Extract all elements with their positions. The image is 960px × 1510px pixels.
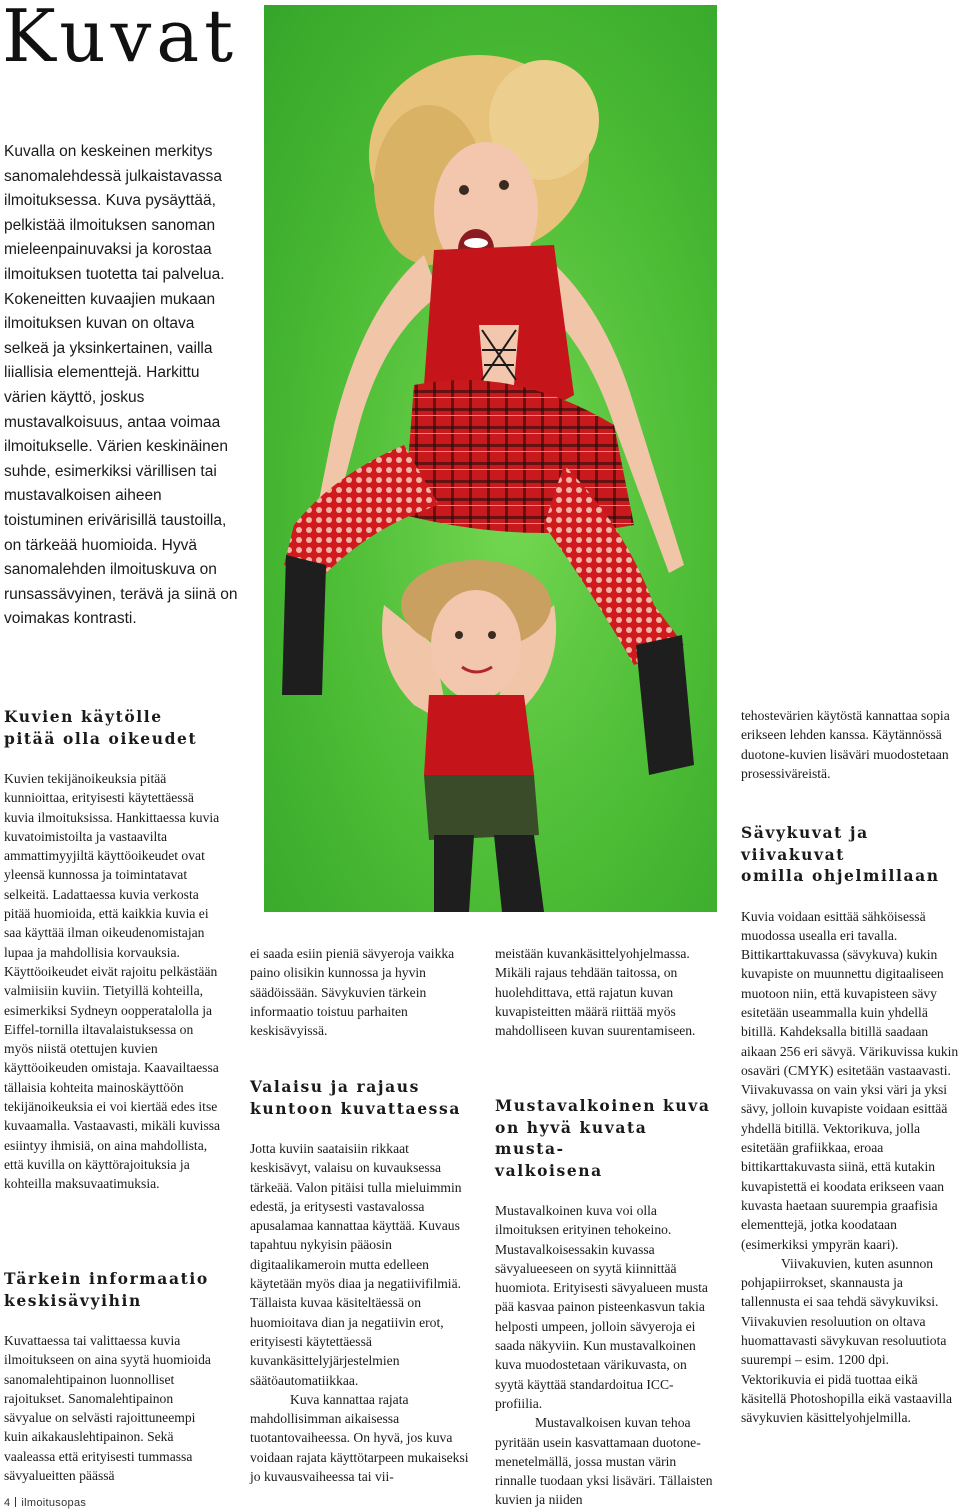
page-footer — [4, 1497, 86, 1509]
section-body: meistään kuvankäsittelyohjelmassa. Mikäli rajaus tehdään taitossa, on huolehdittava, että rajatun kuvan kuvapisteitten määrä riittää myös mahdolliseen kuvan suurentamiseen. — [495, 946, 696, 1039]
heading-line: omilla ohjelmillaan — [741, 866, 940, 885]
section-body: Viivakuvien, kuten asunnon pohjapiirrokset, skannausta ja tallennusta ei saa tehdä sävykuviksi. Viivakuvien resoluution on oltava huomattavasti sävykuvan resoluutiota suurempi – esim. 1200 dpi. Vektorikuvia ei pidä tuottaa eikä käsitellä Photoshopilla eikä vastaavilla sävykuvien käsittelyohjelmilla. — [741, 1255, 953, 1426]
section-body: Kuva kannattaa rajata mahdollisimman aikaisessa tuotantovaiheessa. On hyvä, jos kuva voidaan rajata käyttötarpeen mukaiseksi jo kuvausvaiheessa tai vii- — [250, 1391, 469, 1485]
publication-name: ilmoitusopas — [21, 1497, 87, 1509]
section-body: Kuvattaessa tai valittaessa kuvia ilmoitukseen on aina syytä huomioida sanomalehtipainon luonnolliset rajoitukset. Sanomalehtipainon sävyalue on selvästi rajoittuneempi kuin aikakauslehtipainon. Sekä vaaleassa että erityisesti tummassa sävyalueitten päässä — [4, 1333, 211, 1484]
section-lighting — [250, 1076, 470, 1486]
section-lighting-continued — [495, 944, 717, 1040]
heading-line: Mustavalkoinen kuva — [495, 1096, 711, 1115]
section-tone-line-images — [741, 822, 960, 1428]
section-body: Mustavalkoinen kuva voi olla ilmoituksen erityinen tehokeino. Mustavalkoisessakin kuvassa sävyalueeseen on syytä kiinnittää huomiota. Erityisesti sävyalueen musta pää kasvaa painon pisteenkasvun takia helposti umpeen, jolloin sävyeroja ei saada näkyviin. Kun mustavalkoinen kuva muodostetaan värikuvasta, on syytä käyttää standardoitua ICC-profiilia. — [495, 1203, 708, 1411]
feature-photo — [264, 5, 717, 912]
section-heading — [495, 1095, 717, 1181]
section-heading — [250, 1076, 470, 1119]
heading-line: pitää olla oikeudet — [4, 728, 198, 748]
page-number: 4 — [4, 1497, 11, 1509]
section-midtones — [4, 1268, 222, 1485]
intro-paragraph: Kuvalla on keskeinen merkitys sanomalehdessä julkaistavassa ilmoituksessa. Kuva pysäyttää, pelkistää ilmoituksen sanoman mieleenpainuvaksi ja korostaa ilmoituksen tuotetta tai palvelua. Kokeneitten kuvaajien mukaan ilmoituksen kuvan on oltava selkeä ja yksinkertainen, vailla liiallisia elementtejä. Harkittu värien käyttö, joskus mustavalkoisuus, antaa voimaa ilmoitukselle. Värien keskinäinen suhde, esimerkiksi värillisen tai mustavalkoisen aiheen toistuminen erivärisillä taustoilla, on tärkeää huomioida. Hyvä sanomalehden ilmoituskuva on runsassävyinen, terävä ja siinä on voimakas kontrasti. — [4, 143, 238, 628]
section-body: Jotta kuviin saataisiin rikkaat keskisävyt, valaisu on kuvauksessa tärkeää. Valon pitäisi tulla mieluimmin edestä, ja eritysesti vastavalossa apusalamaa kannattaa käyttää. Kuvaus tapahtuu nykyisin pääosin digitaalikameroin mutta edelleen käytetään myös diaa ja negatiivifilmiä. Tällaista kuvaa käsiteltäessä on huomioitava dian ja negatiivin erot, erityisesti käytettäessä kuvankäsittelyjärjestelmien säätöautomatiikkaa. — [250, 1141, 462, 1388]
heading-line: Valaisu ja rajaus — [250, 1077, 420, 1096]
heading-line: valkoisena — [495, 1160, 603, 1180]
section-blackwhite — [495, 1095, 717, 1510]
heading-line: Tärkein informaatio — [4, 1269, 209, 1288]
section-body: ei saada esiin pieniä sävyeroja vaikka paino olisikin kunnossa ja hyvin säädöissään. Sävykuvien tärkein informaatio toistuu parhaiten keskisävyissä. — [250, 946, 455, 1039]
heading-line: Kuvien käytölle — [4, 707, 163, 726]
section-body: Mustavalkoisen kuvan tehoa pyritään usein kasvattamaan duotone-menetelmällä, jossa mustan värin rinnalle tuodaan yksi lisäväri. Tällaisten kuvien ja niiden — [495, 1415, 713, 1508]
section-rights — [4, 706, 222, 1194]
section-body: tehostevärien käytöstä kannattaa sopia erikseen lehden kanssa. Käytännössä duotone-kuvien lisäväri muodostetaan prosessiväreistä. — [741, 708, 950, 781]
section-heading — [4, 1268, 222, 1311]
heading-line: on hyvä kuvata musta- — [495, 1117, 648, 1158]
photo-illustration — [264, 5, 717, 912]
heading-line: keskisävyihin — [4, 1290, 142, 1310]
section-body: Kuvia voidaan esittää sähköisessä muodossa usealla eri tavalla. Bittikarttakuvassa (sävykuva) kukin kuvapiste on muunnettu digitaaliseen muotoon niin, että kuvapisteen sävy esitetään useammalla kuin yhdellä bitillä. Kahdeksalla bitillä saadaan aikaan 256 eri sävyä. Värikuvissa kukin osaväri (CMYK) esitetään vastaavasti. Viivakuvassa on vain yksi väri ja yksi sävy, jolloin kuvapiste voidaan esittää yhdellä bitillä. Vektorikuva, jolla esitetään grafiikkaa, eroaa bittikarttakuvasta siinä, että kutakin kuvapistettä ei koodata erikseen vaan kuvasta haetaan suurempia graafisia elementtejä, jotka koodataan (esimerkiksi ympyrän kaari). — [741, 908, 959, 1252]
heading-line: kuntoon kuvattaessa — [250, 1098, 461, 1118]
intro-text — [4, 140, 240, 632]
footer-separator — [15, 1497, 16, 1507]
page-title: Kuvat — [2, 0, 239, 78]
section-heading — [4, 706, 222, 749]
section-midtones-continued — [250, 944, 470, 1040]
heading-line: Sävykuvat ja viivakuvat — [741, 823, 869, 864]
section-body: Kuvien tekijänoikeuksia pitää kunnioittaa, erityisesti käytettäessä kuvia ilmoituksissa. Hankittaessa kuvia kuvatoimistoilta ja vastaavilta ammattimyyjiltä käyttöoikeudet ovat yleensä kunnossa ja toimintatavat selkeitä. Ladattaessa kuvia verkosta pitää huomioida, että kaikkia kuvia ei saa käyttää ilman oikeudenomistajan lupaa ja mahdollisia korvauksia. Käyttöoikeudet eivät rajoitu pelkästään valmiisiin kuviin. Tietyillä kohteilla, esimerkiksi Sydneyn oopperatalolla ja Eiffel-tornilla iltavalaistuksessa on myös niistä otettujen kuvien käyttöoikeuden omistaja. Kaavailtaessa tällaisia kohteita mainoskäyttöön tekijänoikeuksia ei voi kiertää edes itse kuvaamalla. Vastaavasti, mikäli kuvissa esiintyy ihmisiä, on aina mahdollista, että kuvilla on käyttörajoituksia ja kohteilla maksuvaatimuksia. — [4, 771, 221, 1192]
section-heading — [741, 822, 960, 887]
section-blackwhite-continued — [741, 706, 960, 783]
